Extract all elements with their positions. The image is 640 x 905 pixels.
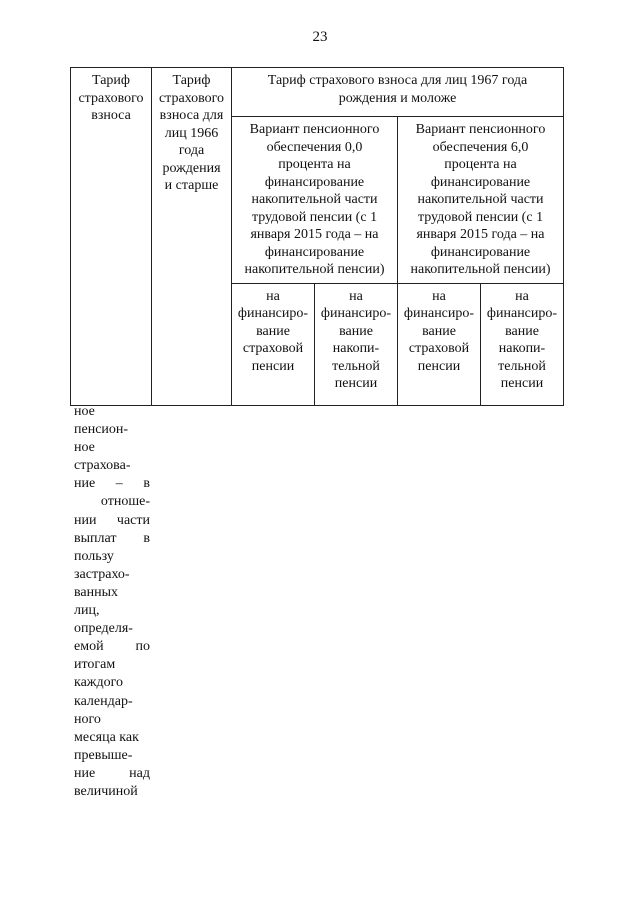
body-line: ванных xyxy=(74,584,119,600)
body-line: ного xyxy=(74,711,101,727)
body-line: выплат в xyxy=(74,530,150,546)
body-line: каждого xyxy=(74,675,123,691)
body-line: пользу xyxy=(74,548,114,564)
header-tariff: Тариф страхового взноса xyxy=(71,68,152,406)
tariff-table xyxy=(70,67,564,406)
body-line: страхова- xyxy=(74,458,131,474)
body-line: превыше- xyxy=(74,747,133,763)
header-insurance-pension-6: на финансиро- вание страховой пенсии xyxy=(398,283,481,405)
body-line: определя- xyxy=(74,621,133,637)
body-line: пенсион- xyxy=(74,422,129,438)
header-tariff-1966: Тариф страхового взноса для лиц 1966 года рождения и старше xyxy=(152,68,232,406)
body-line: отноше- xyxy=(100,494,150,510)
header-funded-pension-0: на финансиро- вание накопи- тельной пенсии xyxy=(315,283,398,405)
body-line: ное xyxy=(74,440,95,456)
body-line: лиц, xyxy=(74,603,100,619)
body-line: итогам xyxy=(74,657,116,673)
header-tariff-1967: Тариф страхового взноса для лиц 1967 года рождения и моложе xyxy=(232,68,564,117)
body-line: месяца как xyxy=(74,729,139,745)
body-line: нии части xyxy=(74,512,150,528)
body-line: емой по xyxy=(74,639,150,655)
header-variant-6: Вариант пенсионного обеспечения 6,0 процента на финансирование накопительной части трудовой пенсии (с 1 января 2015 года – на финансирование накопительной пенсии) xyxy=(398,117,564,284)
body-line: застрахо- xyxy=(74,566,130,582)
body-text-column xyxy=(74,403,150,801)
header-insurance-pension-0: на финансиро- вание страховой пенсии xyxy=(232,283,315,405)
body-line: ние – в xyxy=(74,476,150,492)
page-number: 23 xyxy=(312,29,328,45)
header-funded-pension-6: на финансиро- вание накопи- тельной пенсии xyxy=(481,283,564,405)
body-line: ное xyxy=(74,404,95,419)
body-line: величиной xyxy=(74,783,138,799)
header-variant-0: Вариант пенсионного обеспечения 0,0 процента на финансирование накопительной части трудовой пенсии (с 1 января 2015 года – на финансирование накопительной пенсии) xyxy=(232,117,398,284)
body-line: ние над xyxy=(74,765,150,781)
body-line: календар- xyxy=(74,693,133,709)
